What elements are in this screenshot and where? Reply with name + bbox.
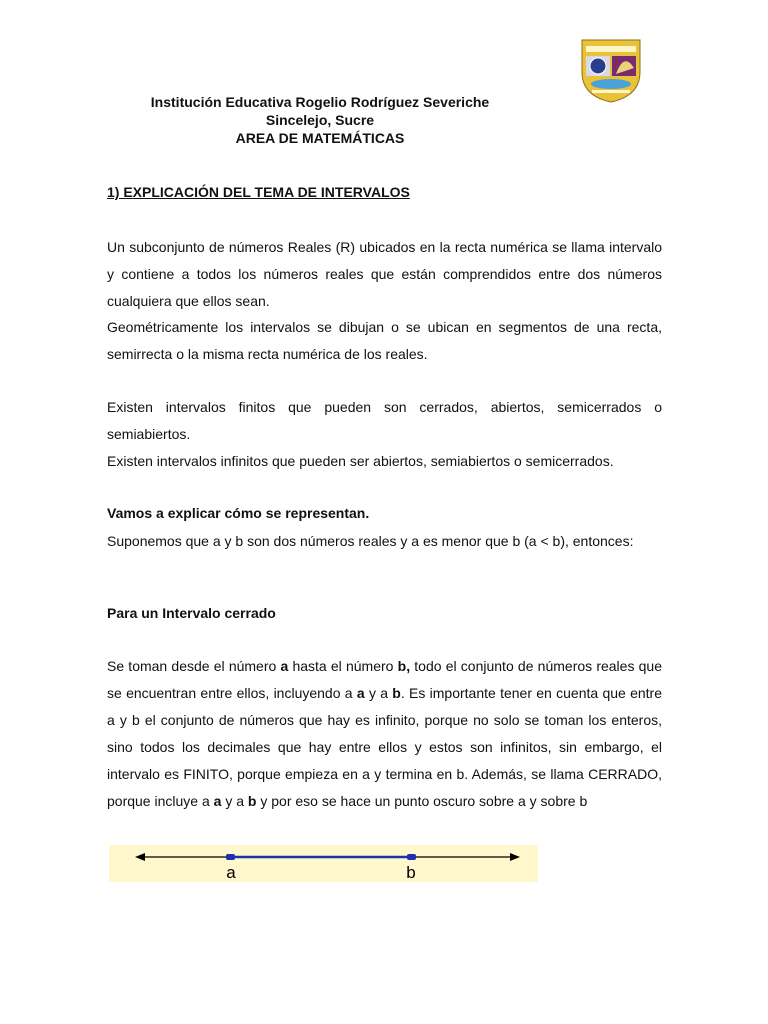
bold-b: b bbox=[392, 685, 401, 701]
heading-closed-interval: Para un Intervalo cerrado bbox=[107, 605, 276, 621]
bold-a: a bbox=[213, 793, 222, 809]
label-a: a bbox=[226, 863, 236, 882]
closed-endpoint-a bbox=[226, 854, 235, 860]
paragraph-finite-intervals: Existen intervalos finitos que pueden son cerrados, abiertos, semicerrados o semiabiertos. bbox=[107, 399, 662, 442]
text-run: y por eso se hace un punto oscuro sobre a y sobre b bbox=[256, 793, 588, 809]
text-run: Se toman desde el número bbox=[107, 658, 281, 674]
city-name: Sincelejo, Sucre bbox=[265, 112, 375, 128]
heading-representation: Vamos a explicar cómo se representan. bbox=[107, 505, 370, 521]
closed-endpoint-b bbox=[407, 854, 416, 860]
text-run: y a bbox=[221, 793, 248, 809]
text-run: todo el conjunto de números reales que se encuentran entre ellos, incluyendo a bbox=[107, 658, 662, 701]
label-b: b bbox=[406, 863, 416, 882]
area-name: AREA DE MATEMÁTICAS bbox=[235, 130, 405, 146]
document-header bbox=[100, 93, 540, 147]
paragraph-infinite-intervals: Existen intervalos infinitos que pueden ser abiertos, semiabiertos o semicerrados. bbox=[107, 453, 614, 469]
bold-b: b bbox=[247, 793, 257, 809]
paragraph-geometric: Geométricamente los intervalos se dibujan o se ubican en segmentos de una recta, semirrecta o la misma recta numérica de los reales. bbox=[107, 319, 662, 362]
bold-b: b, bbox=[397, 658, 411, 674]
bold-a: a bbox=[356, 685, 365, 701]
paragraph-assumption: Suponemos que a y b son dos números reales y a es menor que b (a < b), entonces: bbox=[107, 533, 634, 549]
paragraph-closed-interval bbox=[107, 653, 662, 815]
institution-name: Institución Educativa Rogelio Rodríguez Severiche bbox=[150, 94, 490, 110]
section-title: 1) EXPLICACIÓN DEL TEMA DE INTERVALOS bbox=[107, 184, 410, 200]
text-run: y a bbox=[364, 685, 393, 701]
school-shield-logo bbox=[580, 38, 642, 104]
bold-a: a bbox=[280, 658, 289, 674]
figure-background bbox=[109, 845, 538, 882]
paragraph-definition: Un subconjunto de números Reales (R) ubicados en la recta numérica se llama intervalo y contiene a todos los números reales que están comprendidos entre dos números cualquiera que ellos sean. bbox=[107, 239, 662, 309]
text-run: hasta el número bbox=[288, 658, 398, 674]
closed-interval-figure bbox=[109, 845, 538, 882]
text-run: . Es importante tener en cuenta que entre a y b el conjunto de números que hay es infinito, porque no solo se toman los enteros, sino todos los decimales que hay entre ellos y estos son infinitos, sin embargo, el intervalo es FINITO, porque empieza en a y termina en b. Además, se llama CERRADO, porque incluye a bbox=[107, 685, 662, 809]
